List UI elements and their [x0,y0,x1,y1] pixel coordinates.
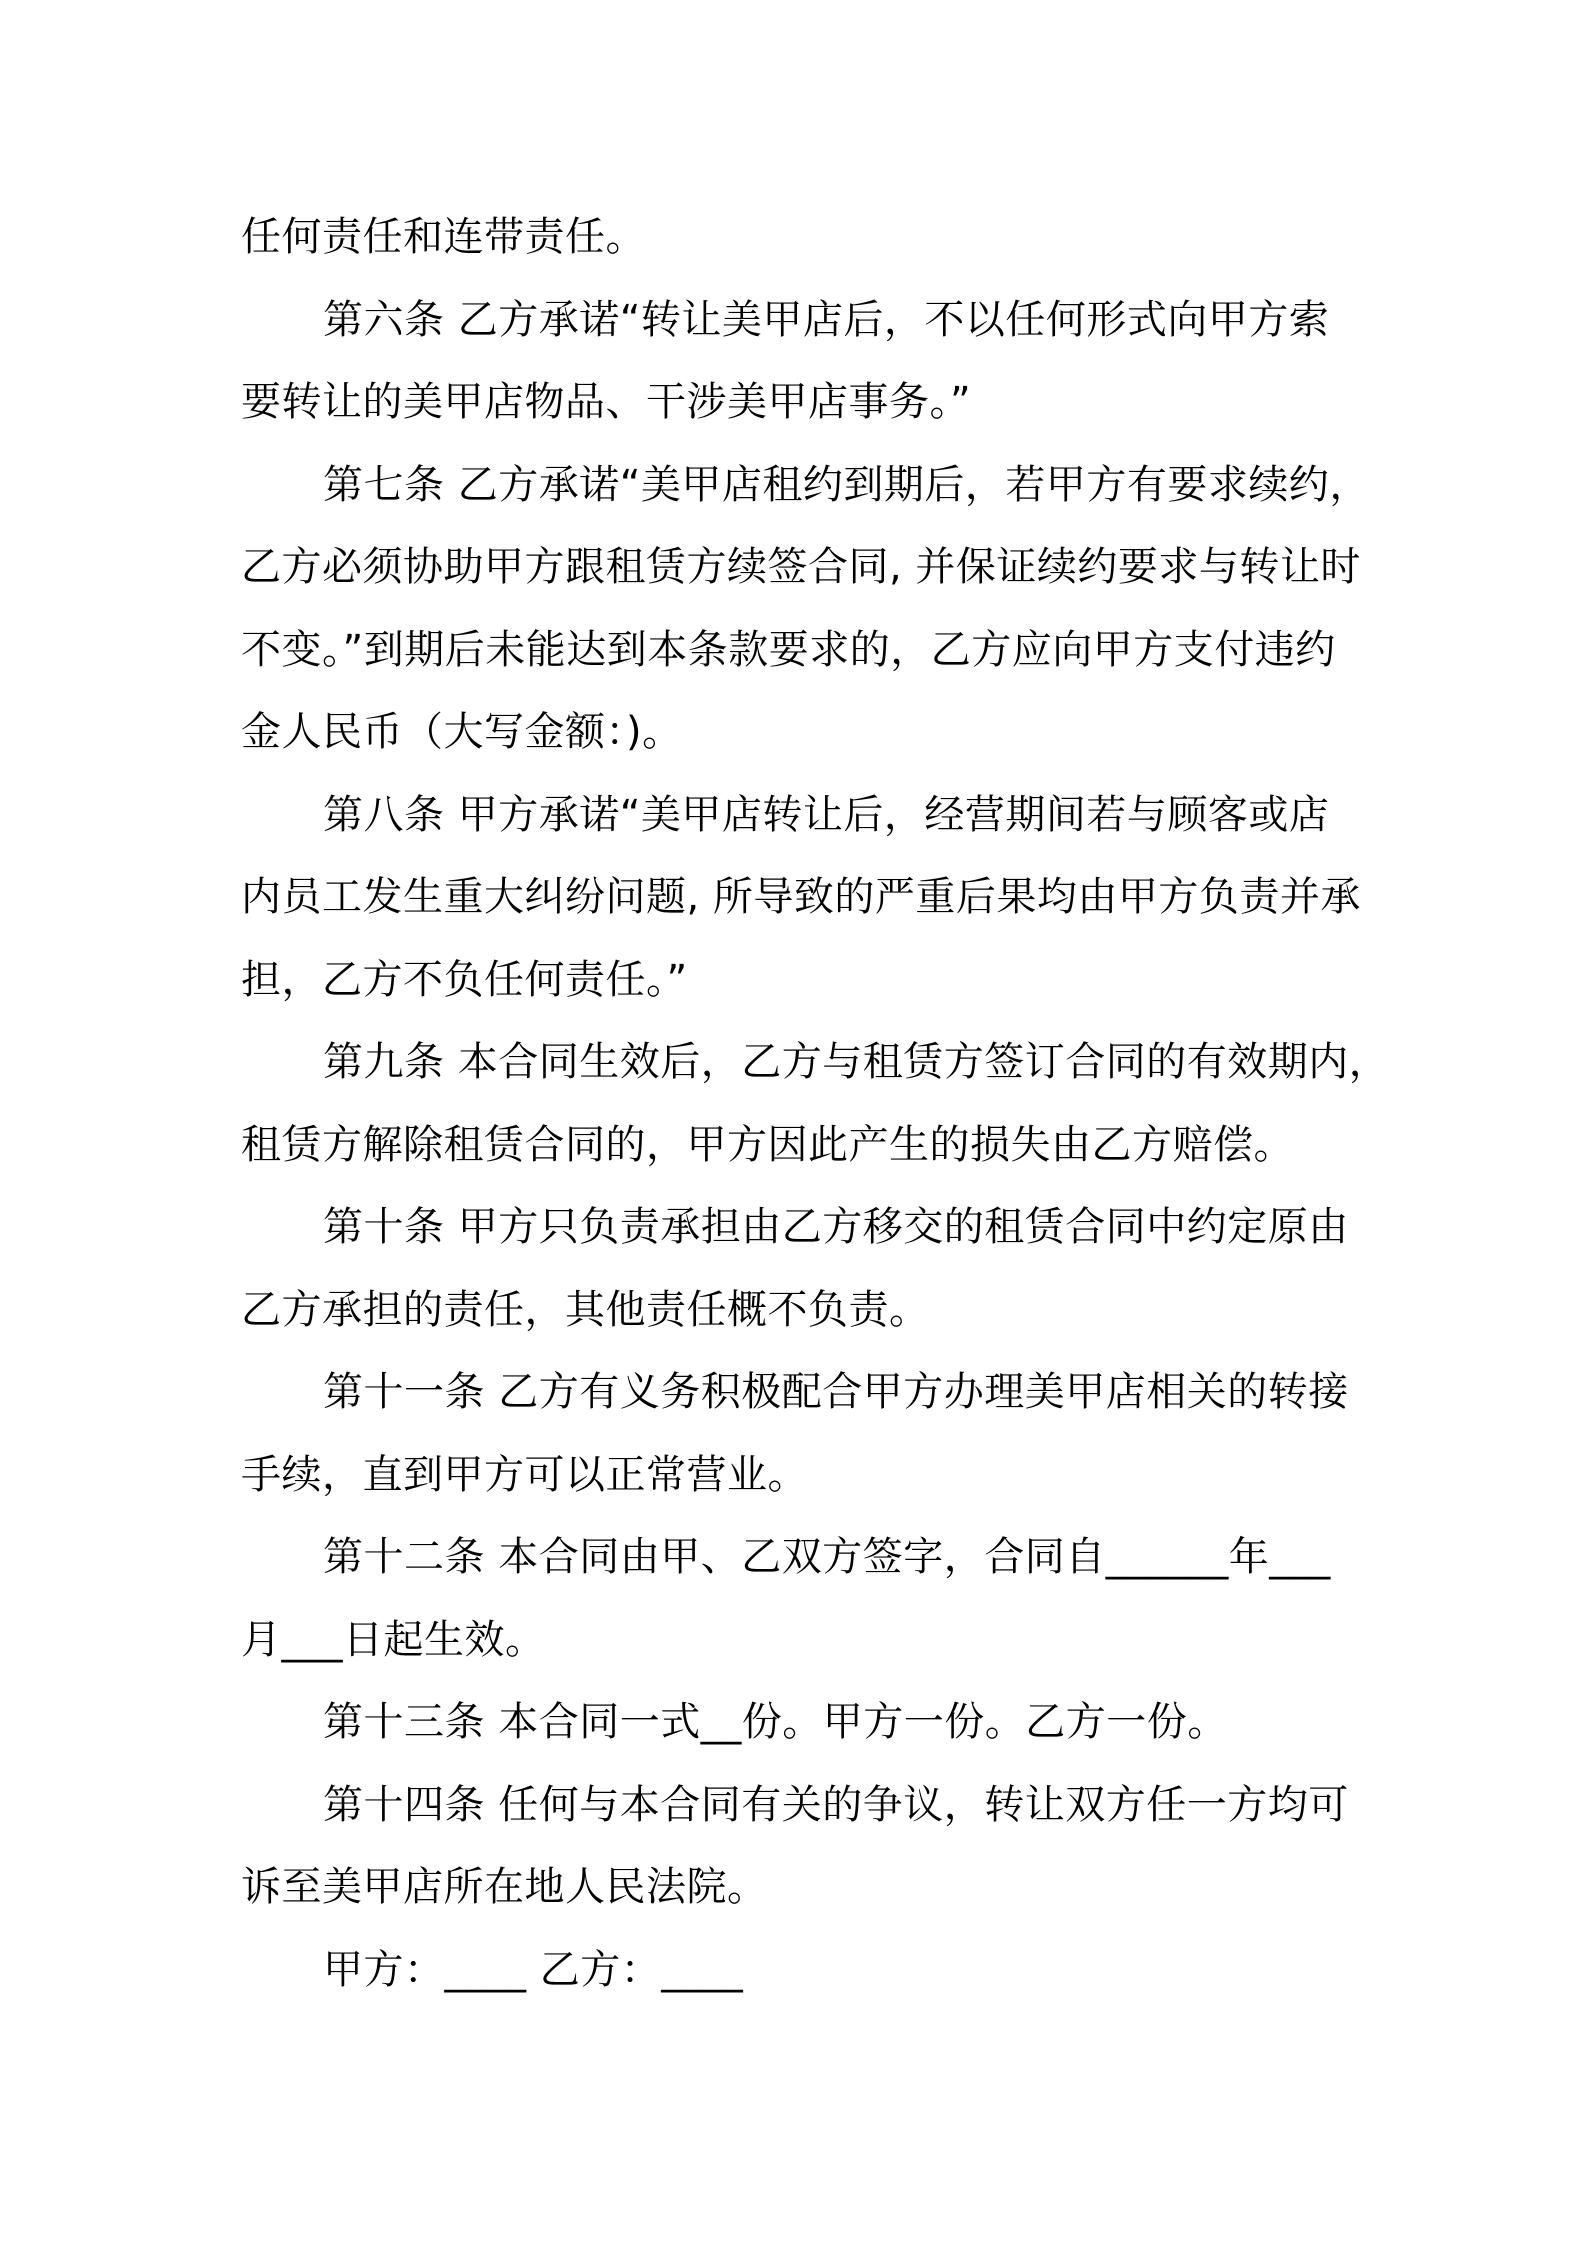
article-12 [241,1516,1361,1681]
text-line: 第十四条 任何与本合同有关的争议，转让双方任一方均可 [323,1781,1349,1828]
text-line: 第九条 本合同生效后，乙方与租赁方签订合同的有效期内， [323,1039,1390,1085]
paragraph-continued-liability [241,196,1361,279]
text-line: 第十条 甲方只负责承担由乙方移交的租赁合同中约定原由 [323,1204,1349,1250]
text-line: 月___日起生效。 [241,1616,546,1663]
article-8 [241,774,1361,1022]
text-line: 任何责任和连带责任。 [241,214,646,260]
text-line: 金人民币（大写金额：)。 [241,709,683,755]
text-line: 租赁方解除租赁合同的，甲方因此产生的损失由乙方赔偿。 [241,1121,1294,1168]
text-line: 担，乙方不负任何责任。” [241,956,688,1003]
text-line: 乙方承担的责任，其他责任概不负责。 [241,1286,930,1333]
signature-block [241,1929,1361,2012]
article-7 [241,444,1370,774]
signature-line: 甲方：____ 乙方：____ [323,1946,744,1993]
text-line: 要转让的美甲店物品、干涉美甲店事务。” [241,379,972,425]
text-line: 第十二条 本合同由甲、乙双方签字，合同自______年___ [323,1534,1331,1580]
text-line: 第十三条 本合同一式__份。甲方一份。乙方一份。 [323,1699,1228,1745]
text-line: 内员工发生重大纠纷问题, 所导致的严重后果均由甲方负责并承 [241,874,1361,920]
contract-body [241,196,1390,2011]
text-line: 诉至美甲店所在地人民法院。 [241,1864,768,1910]
text-line: 第八条 甲方承诺“美甲店转让后，经营期间若与顾客或店 [323,791,1330,838]
text-line: 第七条 乙方承诺“美甲店租约到期后，若甲方有要求续约， [323,461,1370,508]
article-11 [241,1351,1361,1516]
article-6 [241,279,1361,444]
text-line: 不变。”到期后未能达到本条款要求的，乙方应向甲方支付违约 [241,626,1336,673]
article-13 [241,1681,1361,1764]
article-14 [241,1764,1361,1929]
text-line: 第六条 乙方承诺“转让美甲店后，不以任何形式向甲方索 [323,296,1330,343]
text-line: 第十一条 乙方有义务积极配合甲方办理美甲店相关的转接 [323,1369,1349,1415]
text-line: 乙方必须协助甲方跟租赁方续签合同, 并保证续约要求与转让时 [241,544,1361,590]
article-9 [241,1021,1390,1186]
article-10 [241,1186,1361,1351]
text-line: 手续，直到甲方可以正常营业。 [241,1451,808,1498]
